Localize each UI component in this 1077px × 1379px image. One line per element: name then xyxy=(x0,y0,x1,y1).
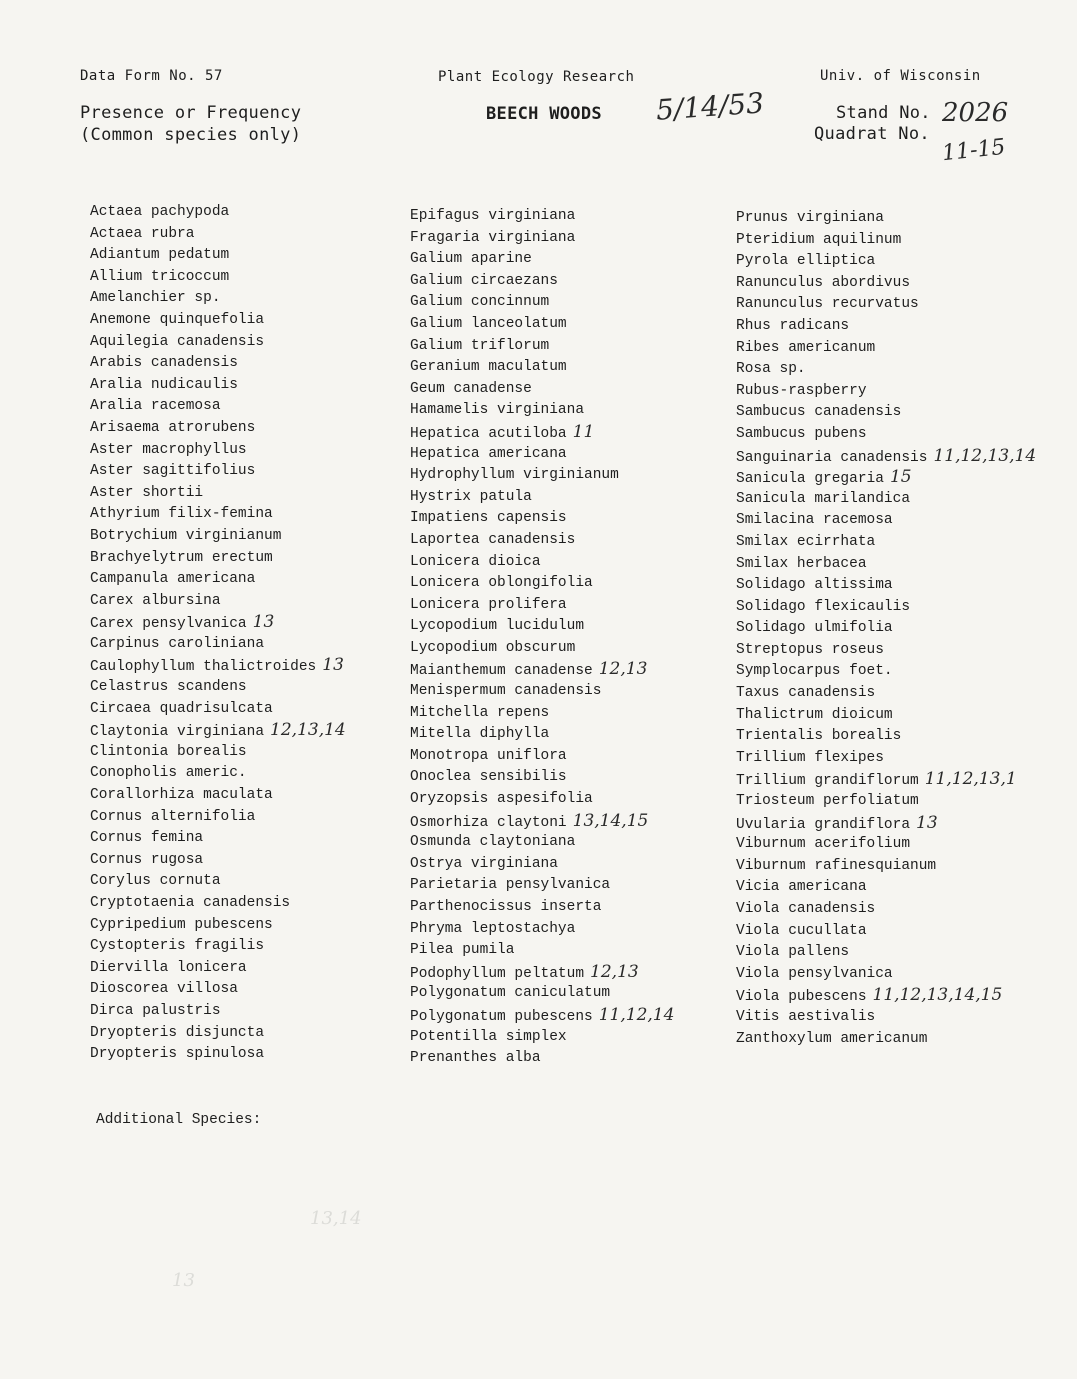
species-name: Cornus alternifolia xyxy=(90,808,256,825)
presence-subheading: (Common species only) xyxy=(80,125,302,145)
species-row xyxy=(90,353,410,375)
species-row xyxy=(736,230,1056,252)
species-name: Pyrola elliptica xyxy=(736,253,876,270)
species-row xyxy=(736,1007,1056,1029)
species-row xyxy=(736,402,1056,424)
species-row xyxy=(736,813,1056,835)
species-name: Solidago ulmifolia xyxy=(736,620,893,637)
species-name: Vicia americana xyxy=(736,879,867,896)
species-name: Cornus rugosa xyxy=(90,851,204,868)
species-name: Onoclea sensibilis xyxy=(410,769,567,786)
species-name: Cornus femina xyxy=(90,830,204,847)
species-name: Celastrus scandens xyxy=(90,679,247,696)
species-row xyxy=(736,705,1056,727)
species-name: Adiantum pedatum xyxy=(90,247,230,264)
species-row xyxy=(410,746,730,768)
species-name: Hepatica acutiloba xyxy=(410,425,567,442)
species-name: Dryopteris disjuncta xyxy=(90,1024,265,1041)
species-row xyxy=(736,942,1056,964)
species-name: Aster macrophyllus xyxy=(90,441,247,458)
species-row xyxy=(736,791,1056,813)
handwritten-quadrat-note: 13 xyxy=(322,655,344,676)
species-name: Allium tricoccum xyxy=(90,268,230,285)
species-name: Actaea pachypoda xyxy=(90,204,230,220)
species-row xyxy=(410,206,730,228)
handwritten-quadrat-note: 12,13 xyxy=(598,659,648,680)
faint-additional-line-2: 13 xyxy=(172,1270,195,1291)
species-name: Pteridium aquilinum xyxy=(736,231,902,248)
species-row xyxy=(410,616,730,638)
species-name: Taxus canadensis xyxy=(736,685,876,702)
species-row xyxy=(736,597,1056,619)
species-row xyxy=(736,532,1056,554)
species-name: Laportea canadensis xyxy=(410,531,576,548)
species-name: Lonicera prolifera xyxy=(410,596,567,613)
species-row xyxy=(410,422,730,444)
species-name: Vitis aestivalis xyxy=(736,1008,876,1025)
handwritten-quadrat-note: 11,12,13,1 xyxy=(924,769,1017,790)
species-name: Rubus-raspberry xyxy=(736,382,867,399)
species-name: Circaea quadrisulcata xyxy=(90,700,273,717)
species-name: Impatiens capensis xyxy=(410,510,567,527)
species-name: Uvularia grandiflora xyxy=(736,816,911,833)
species-row xyxy=(736,921,1056,943)
species-row xyxy=(736,381,1056,403)
handwritten-quadrat-note: 13 xyxy=(916,812,938,833)
species-name: Osmorhiza claytoni xyxy=(410,814,567,831)
species-name: Trillium flexipes xyxy=(736,749,884,766)
species-name: Viola canadensis xyxy=(736,901,876,917)
species-row xyxy=(410,573,730,595)
university-heading: Univ. of Wisconsin xyxy=(820,68,981,84)
species-row xyxy=(90,483,410,505)
species-row xyxy=(736,273,1056,295)
species-name: Lycopodium obscurum xyxy=(410,639,576,656)
species-row xyxy=(410,919,730,941)
species-row xyxy=(736,1029,1056,1051)
species-row xyxy=(410,595,730,617)
species-row xyxy=(736,359,1056,381)
species-name: Sanicula marilandica xyxy=(736,490,911,507)
species-row xyxy=(410,379,730,401)
species-name: Anemone quinquefolia xyxy=(90,311,265,328)
species-row xyxy=(410,897,730,919)
species-row xyxy=(410,659,730,681)
species-row xyxy=(410,249,730,271)
species-name: Galium lanceolatum xyxy=(410,315,567,332)
species-name: Menispermum canadensis xyxy=(410,683,602,700)
species-name: Viola pallens xyxy=(736,944,850,961)
species-row xyxy=(410,875,730,897)
species-name: Aquilegia canadensis xyxy=(90,333,265,350)
handwritten-quadrat-note: 13 xyxy=(252,612,275,633)
species-name: Parietaria pensylvanica xyxy=(410,877,611,894)
species-name: Galium circaezans xyxy=(410,272,558,289)
species-row xyxy=(736,640,1056,662)
species-name: Pilea pumila xyxy=(410,942,515,959)
species-row xyxy=(736,661,1056,683)
species-row xyxy=(90,310,410,332)
species-row xyxy=(410,271,730,293)
species-row xyxy=(410,811,730,833)
species-name: Monotropa uniflora xyxy=(410,747,567,764)
species-row xyxy=(90,807,410,829)
species-name: Athyrium filix-femina xyxy=(90,506,273,523)
species-name: Podophyllum peltatum xyxy=(410,965,585,982)
species-row xyxy=(736,316,1056,338)
handwritten-quadrat-note: 11,12,14 xyxy=(598,1004,675,1025)
species-name: Galium aparine xyxy=(410,251,532,268)
species-row xyxy=(736,856,1056,878)
species-name: Mitella diphylla xyxy=(410,726,550,743)
species-row xyxy=(90,763,410,785)
species-row xyxy=(90,828,410,850)
species-name: Parthenocissus inserta xyxy=(410,899,602,915)
species-name: Zanthoxylum americanum xyxy=(736,1030,928,1047)
handwritten-quadrat-note: 11,12,13,14,15 xyxy=(872,985,1003,1006)
species-row xyxy=(736,877,1056,899)
species-name: Galium concinnum xyxy=(410,294,550,311)
species-name: Claytonia virginiana xyxy=(90,724,265,741)
species-name: Phryma leptostachya xyxy=(410,920,576,937)
species-name: Caulophyllum thalictroides xyxy=(90,659,317,676)
species-row xyxy=(410,638,730,660)
species-name: Rhus radicans xyxy=(736,317,850,334)
species-name: Botrychium virginianum xyxy=(90,527,282,544)
species-name: Clintonia borealis xyxy=(90,743,247,760)
species-name: Corylus cornuta xyxy=(90,873,221,890)
species-row xyxy=(90,1023,410,1045)
species-column-3 xyxy=(736,208,1056,1050)
species-row xyxy=(90,245,410,267)
species-name: Hystrix patula xyxy=(410,488,532,505)
species-row xyxy=(736,554,1056,576)
species-name: Potentilla simplex xyxy=(410,1028,567,1045)
species-row xyxy=(90,677,410,699)
species-row xyxy=(736,748,1056,770)
species-row xyxy=(736,208,1056,230)
species-row xyxy=(410,487,730,509)
species-name: Thalictrum dioicum xyxy=(736,706,893,723)
species-name: Solidago flexicaulis xyxy=(736,598,911,615)
species-name: Aralia nudicaulis xyxy=(90,376,238,393)
species-row xyxy=(736,683,1056,705)
species-name: Geranium maculatum xyxy=(410,359,567,376)
species-name: Sambucus pubens xyxy=(736,425,867,442)
species-row xyxy=(90,655,410,677)
species-column-1 xyxy=(90,202,410,1066)
stand-label: Stand No. xyxy=(836,103,931,123)
handwritten-quadrat-note: 12,13 xyxy=(590,961,639,982)
species-row xyxy=(736,489,1056,511)
research-heading: Plant Ecology Research xyxy=(438,69,635,85)
species-name: Smilacina racemosa xyxy=(736,512,893,529)
species-row xyxy=(410,552,730,574)
species-name: Viburnum rafinesquianum xyxy=(736,857,937,874)
species-row xyxy=(410,962,730,984)
species-row xyxy=(736,769,1056,791)
faint-additional-line-1: 13,14 xyxy=(310,1208,362,1229)
species-row xyxy=(90,742,410,764)
species-row xyxy=(90,958,410,980)
species-name: Prenanthes alba xyxy=(410,1050,541,1067)
species-name: Cryptotaenia canadensis xyxy=(90,895,291,911)
species-name: Viola cucullata xyxy=(736,922,867,939)
species-name: Trientalis borealis xyxy=(736,728,902,745)
species-row xyxy=(736,899,1056,921)
species-name: Prunus virginiana xyxy=(736,210,884,226)
species-row xyxy=(90,375,410,397)
species-name: Dryopteris spinulosa xyxy=(90,1046,265,1063)
species-row xyxy=(90,936,410,958)
handwritten-date: 5/14/53 xyxy=(654,86,765,127)
species-row xyxy=(90,850,410,872)
species-row xyxy=(90,785,410,807)
species-row xyxy=(736,446,1056,468)
species-name: Dirca palustris xyxy=(90,1002,221,1019)
presence-heading: Presence or Frequency xyxy=(80,103,302,123)
species-row xyxy=(410,314,730,336)
species-name: Trillium grandiflorum xyxy=(736,773,919,790)
species-name: Amelanchier sp. xyxy=(90,290,221,307)
species-row xyxy=(410,508,730,530)
species-row xyxy=(90,979,410,1001)
species-name: Geum canadense xyxy=(410,380,532,397)
species-row xyxy=(736,424,1056,446)
species-name: Corallorhiza maculata xyxy=(90,787,273,804)
species-name: Rosa sp. xyxy=(736,361,806,378)
species-row xyxy=(90,1044,410,1066)
species-name: Oryzopsis aspesifolia xyxy=(410,791,593,808)
species-row xyxy=(90,720,410,742)
species-row xyxy=(90,548,410,570)
species-name: Viola pensylvanica xyxy=(736,965,893,982)
species-row xyxy=(410,1005,730,1027)
handwritten-quadrat-note: 15 xyxy=(889,467,912,488)
species-name: Ranunculus recurvatus xyxy=(736,296,919,313)
species-name: Ribes americanum xyxy=(736,339,876,356)
species-name: Lonicera oblongifolia xyxy=(410,575,593,592)
species-name: Arabis canadensis xyxy=(90,355,238,372)
species-name: Polygonatum pubescens xyxy=(410,1008,593,1025)
species-row xyxy=(736,985,1056,1007)
document-title: BEECH WOODS xyxy=(486,104,602,124)
species-row xyxy=(410,832,730,854)
species-row xyxy=(410,983,730,1005)
stand-value: 2026 xyxy=(942,98,1009,128)
handwritten-quadrat-note: 13,14,15 xyxy=(572,810,649,831)
species-row xyxy=(90,569,410,591)
species-row xyxy=(410,228,730,250)
species-row xyxy=(90,634,410,656)
species-name: Hepatica americana xyxy=(410,445,567,462)
quadrat-label: Quadrat No. xyxy=(814,124,930,144)
handwritten-quadrat-note: 12,13,14 xyxy=(270,720,346,741)
species-name: Epifagus virginiana xyxy=(410,208,576,224)
handwritten-quadrat-note: 11,12,13,14 xyxy=(933,445,1037,466)
species-name: Sambucus canadensis xyxy=(736,404,902,421)
species-row xyxy=(410,357,730,379)
species-row xyxy=(410,767,730,789)
species-row xyxy=(410,444,730,466)
species-row xyxy=(90,699,410,721)
species-row xyxy=(410,530,730,552)
species-name: Maianthemum canadense xyxy=(410,663,593,680)
species-name: Hamamelis virginiana xyxy=(410,402,585,419)
species-name: Viola pubescens xyxy=(736,989,867,1006)
species-row xyxy=(90,915,410,937)
species-row xyxy=(410,681,730,703)
species-row xyxy=(90,461,410,483)
species-name: Hydrophyllum virginianum xyxy=(410,467,619,484)
species-name: Carex pensylvanica xyxy=(90,616,247,633)
species-name: Osmunda claytoniana xyxy=(410,834,576,851)
species-name: Triosteum perfoliatum xyxy=(736,793,919,810)
species-name: Cypripedium pubescens xyxy=(90,916,273,933)
species-name: Lycopodium lucidulum xyxy=(410,618,585,635)
species-row xyxy=(410,465,730,487)
species-row xyxy=(736,294,1056,316)
species-row xyxy=(90,1001,410,1023)
quadrat-value: 11-15 xyxy=(940,134,1007,167)
species-row xyxy=(736,726,1056,748)
form-number: Data Form No. 57 xyxy=(80,68,223,84)
species-name: Carpinus caroliniana xyxy=(90,635,265,652)
species-row xyxy=(410,854,730,876)
species-name: Actaea rubra xyxy=(90,225,195,242)
species-name: Polygonatum caniculatum xyxy=(410,985,611,1002)
species-row xyxy=(410,940,730,962)
species-row xyxy=(90,591,410,613)
species-name: Mitchella repens xyxy=(410,704,550,721)
species-name: Aster shortii xyxy=(90,484,204,501)
species-name: Fragaria virginiana xyxy=(410,229,576,246)
handwritten-quadrat-note: 11 xyxy=(572,421,595,442)
species-name: Lonicera dioica xyxy=(410,553,541,570)
species-name: Conopholis americ. xyxy=(90,765,247,782)
species-row xyxy=(736,467,1056,489)
species-name: Diervilla lonicera xyxy=(90,959,247,976)
species-name: Sanicula gregaria xyxy=(736,471,884,488)
species-name: Solidago altissima xyxy=(736,577,893,594)
species-row xyxy=(410,1027,730,1049)
species-row xyxy=(410,292,730,314)
species-row xyxy=(736,964,1056,986)
species-name: Cystopteris fragilis xyxy=(90,938,265,955)
species-row xyxy=(736,618,1056,640)
species-row xyxy=(90,612,410,634)
species-name: Aralia racemosa xyxy=(90,398,221,415)
species-row xyxy=(90,224,410,246)
species-row xyxy=(736,510,1056,532)
species-row xyxy=(90,202,410,224)
species-name: Sanguinaria canadensis xyxy=(736,449,928,466)
species-row xyxy=(90,418,410,440)
species-row xyxy=(736,251,1056,273)
species-name: Ranunculus abordivus xyxy=(736,274,911,291)
species-row xyxy=(410,789,730,811)
species-row xyxy=(736,575,1056,597)
species-column-2 xyxy=(410,206,730,1070)
species-name: Arisaema atrorubens xyxy=(90,419,256,436)
species-row xyxy=(410,336,730,358)
species-name: Smilax herbacea xyxy=(736,555,867,572)
species-name: Galium triflorum xyxy=(410,337,550,354)
species-name: Aster sagittifolius xyxy=(90,463,256,480)
species-name: Symplocarpus foet. xyxy=(736,663,893,680)
species-row xyxy=(90,504,410,526)
species-name: Brachyelytrum erectum xyxy=(90,549,273,566)
species-name: Viburnum acerifolium xyxy=(736,836,911,853)
species-name: Campanula americana xyxy=(90,571,256,588)
species-row xyxy=(410,703,730,725)
species-row xyxy=(90,332,410,354)
species-name: Carex albursina xyxy=(90,592,221,609)
species-row xyxy=(736,338,1056,360)
additional-species-label: Additional Species: xyxy=(96,1112,262,1128)
species-row xyxy=(410,1048,730,1070)
species-row xyxy=(90,288,410,310)
species-name: Streptopus roseus xyxy=(736,641,884,658)
species-row xyxy=(410,400,730,422)
species-name: Dioscorea villosa xyxy=(90,981,238,998)
species-row xyxy=(90,871,410,893)
species-row xyxy=(410,724,730,746)
species-row xyxy=(736,834,1056,856)
species-row xyxy=(90,267,410,289)
species-name: Ostrya virginiana xyxy=(410,855,558,872)
species-row xyxy=(90,396,410,418)
species-name: Smilax ecirrhata xyxy=(736,533,876,550)
species-row xyxy=(90,526,410,548)
species-row xyxy=(90,440,410,462)
species-row xyxy=(90,893,410,915)
